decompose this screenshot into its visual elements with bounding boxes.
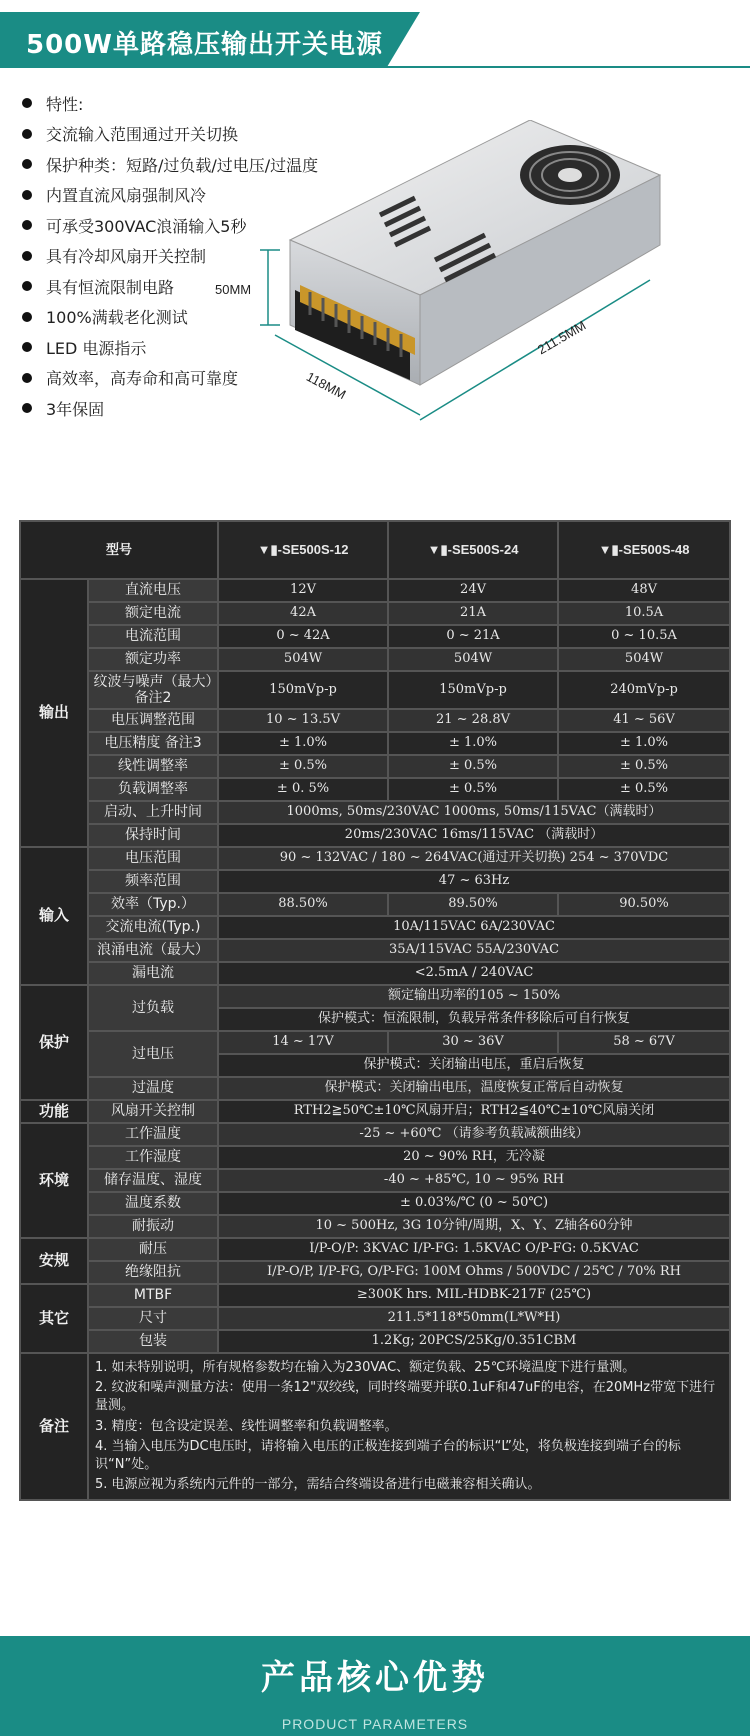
cell: 504W xyxy=(388,648,558,671)
cell: I/P-O/P: 3KVAC I/P-FG: 1.5KVAC O/P-FG: 0.5KVAC xyxy=(218,1238,730,1261)
cell: 58 ~ 67V xyxy=(558,1031,730,1054)
cell: 35A/115VAC 55A/230VAC xyxy=(218,939,730,962)
note-item: 3. 精度：包含设定误差、线性调整率和负载调整率。 xyxy=(95,1418,398,1434)
cell: ± 0.5% xyxy=(558,755,730,778)
table-row xyxy=(20,602,730,625)
table-row xyxy=(20,824,730,847)
cell: ± 1.0% xyxy=(218,732,388,755)
bullet-icon xyxy=(22,129,32,139)
row-label: 电压调整范围 xyxy=(88,709,218,732)
title-underline xyxy=(0,66,750,68)
bullet-icon xyxy=(22,281,32,291)
row-label: 交流电流(Typ.) xyxy=(88,916,218,939)
cell: 1000ms, 50ms/230VAC 1000ms, 50ms/115VAC（满载时） xyxy=(218,801,730,824)
cell: 12V xyxy=(218,579,388,602)
cell: 240mVp-p xyxy=(558,671,730,709)
cell: -25 ~ +60℃ （请参考负载减额曲线） xyxy=(218,1123,730,1146)
dim-height-label: 50MM xyxy=(215,282,252,297)
bullet-icon xyxy=(22,190,32,200)
dim-length-label: 211.5MM xyxy=(534,317,589,358)
table-header-row xyxy=(20,521,730,579)
table-row xyxy=(20,625,730,648)
table-row xyxy=(20,1100,730,1123)
table-row xyxy=(20,1123,730,1146)
bullet-icon xyxy=(22,342,32,352)
table-row xyxy=(20,916,730,939)
row-label: 工作湿度 xyxy=(88,1146,218,1169)
cell: 30 ~ 36V xyxy=(388,1031,558,1054)
cell: ± 0.03%/℃ (0 ~ 50℃) xyxy=(218,1192,730,1215)
cell: -40 ~ +85℃, 10 ~ 95% RH xyxy=(218,1169,730,1192)
cell: 10A/115VAC 6A/230VAC xyxy=(218,916,730,939)
cell: 21A xyxy=(388,602,558,625)
group-notes: 备注 xyxy=(20,1353,88,1500)
row-label: 负载调整率 xyxy=(88,778,218,801)
cell: ± 0. 5% xyxy=(218,778,388,801)
cell: 48V xyxy=(558,579,730,602)
feature-item: LED 电源指示 xyxy=(22,332,318,363)
note-item: 5. 电源应视为系统内元件的一部分，需结合终端设备进行电磁兼容相关确认。 xyxy=(95,1477,541,1493)
table-row xyxy=(20,1031,730,1054)
row-label: 工作温度 xyxy=(88,1123,218,1146)
table-row xyxy=(20,1192,730,1215)
row-label: 保持时间 xyxy=(88,824,218,847)
cell: 额定输出功率的105 ~ 150% xyxy=(218,985,730,1008)
row-label: 风扇开关控制 xyxy=(88,1100,218,1123)
cell: 10 ~ 500Hz, 3G 10分钟/周期，X、Y、Z轴各60分钟 xyxy=(218,1215,730,1238)
cell: ± 0.5% xyxy=(388,755,558,778)
cell: 504W xyxy=(218,648,388,671)
spec-table xyxy=(19,520,731,1501)
table-row xyxy=(20,801,730,824)
cell: 21 ~ 28.8V xyxy=(388,709,558,732)
row-label: 电压精度 备注3 xyxy=(88,732,218,755)
group-input: 输入 xyxy=(20,847,88,985)
feature-item: 高效率，高寿命和高可靠度 xyxy=(22,363,318,394)
row-label: 过电压 xyxy=(88,1031,218,1077)
cell: 0 ~ 42A xyxy=(218,625,388,648)
table-row xyxy=(20,778,730,801)
cell: 150mVp-p xyxy=(218,671,388,709)
bullet-icon xyxy=(22,251,32,261)
power-supply-illustration xyxy=(230,120,750,490)
row-label: 频率范围 xyxy=(88,870,218,893)
table-row xyxy=(20,1261,730,1284)
cell: 150mVp-p xyxy=(388,671,558,709)
row-label: 尺寸 xyxy=(88,1307,218,1330)
feature-item: 交流输入范围通过开关切换 xyxy=(22,119,318,150)
advantages-title: 产品核心优势 xyxy=(261,1658,489,1698)
cell: 90.50% xyxy=(558,893,730,916)
row-label: 额定功率 xyxy=(88,648,218,671)
row-label: 过温度 xyxy=(88,1077,218,1100)
row-label: 启动、上升时间 xyxy=(88,801,218,824)
cell: 保护模式：关闭输出电压，重启后恢复 xyxy=(218,1054,730,1077)
power-supply-image xyxy=(215,120,750,490)
feature-item: 3年保固 xyxy=(22,393,318,424)
cell: 42A xyxy=(218,602,388,625)
table-row xyxy=(20,1146,730,1169)
row-label: 电流范围 xyxy=(88,625,218,648)
row-label: 温度系数 xyxy=(88,1192,218,1215)
table-row xyxy=(20,709,730,732)
row-label: 耐压 xyxy=(88,1238,218,1261)
bullet-icon xyxy=(22,159,32,169)
table-row xyxy=(20,1307,730,1330)
row-label: 纹波与噪声（最大）备注2 xyxy=(88,671,218,709)
row-label: 效率（Typ.） xyxy=(88,893,218,916)
cell: RTH2≧50℃±10℃风扇开启；RTH2≦40℃±10℃风扇关闭 xyxy=(218,1100,730,1123)
cell: I/P-O/P, I/P-FG, O/P-FG: 100M Ohms / 500VDC / 25℃ / 70% RH xyxy=(218,1261,730,1284)
table-row xyxy=(20,1077,730,1100)
row-label: 漏电流 xyxy=(88,962,218,985)
bullet-icon xyxy=(22,220,32,230)
table-row xyxy=(20,1169,730,1192)
feature-item: 内置直流风扇强制风冷 xyxy=(22,180,318,211)
cell: ± 0.5% xyxy=(218,755,388,778)
dim-width-label: 118MM xyxy=(303,368,349,403)
cell: 89.50% xyxy=(388,893,558,916)
feature-item: 保护种类：短路/过负载/过电压/过温度 xyxy=(22,149,318,180)
cell: 0 ~ 21A xyxy=(388,625,558,648)
cell: 20ms/230VAC 16ms/115VAC （满载时） xyxy=(218,824,730,847)
table-row xyxy=(20,1215,730,1238)
cell: 10 ~ 13.5V xyxy=(218,709,388,732)
table-row xyxy=(20,732,730,755)
cell: 47 ~ 63Hz xyxy=(218,870,730,893)
model-48: ▼▮-SE500S-48 xyxy=(558,521,730,579)
table-row xyxy=(20,579,730,602)
cell: 211.5*118*50mm(L*W*H) xyxy=(218,1307,730,1330)
table-row xyxy=(20,847,730,870)
group-output: 输出 xyxy=(20,579,88,847)
cell: 24V xyxy=(388,579,558,602)
cell: 90 ~ 132VAC / 180 ~ 264VAC(通过开关切换) 254 ~ 370VDC xyxy=(218,847,730,870)
cell: ≥300K hrs. MIL-HDBK-217F (25℃) xyxy=(218,1284,730,1307)
cell: 保护模式：关闭输出电压，温度恢复正常后自动恢复 xyxy=(218,1077,730,1100)
table-row xyxy=(20,893,730,916)
notes-cell xyxy=(88,1353,730,1500)
row-label: 线性调整率 xyxy=(88,755,218,778)
table-row xyxy=(20,1238,730,1261)
row-label: 过负载 xyxy=(88,985,218,1031)
table-row xyxy=(20,962,730,985)
table-row xyxy=(20,870,730,893)
cell: ± 1.0% xyxy=(558,732,730,755)
bullet-icon xyxy=(22,373,32,383)
row-label: 包装 xyxy=(88,1330,218,1353)
cell: 1.2Kg; 20PCS/25Kg/0.351CBM xyxy=(218,1330,730,1353)
group-other: 其它 xyxy=(20,1284,88,1353)
fan-grille-icon xyxy=(520,145,620,205)
row-label: 浪涌电流（最大） xyxy=(88,939,218,962)
cell: 14 ~ 17V xyxy=(218,1031,388,1054)
page-title: 500W单路稳压输出开关电源 xyxy=(26,30,383,60)
row-label: 绝缘阻抗 xyxy=(88,1261,218,1284)
bullet-icon xyxy=(22,312,32,322)
cell: ± 0.5% xyxy=(558,778,730,801)
table-row xyxy=(20,671,730,709)
group-safety: 安规 xyxy=(20,1238,88,1284)
advantages-subtitle: PRODUCT PARAMETERS xyxy=(281,1716,469,1732)
cell: <2.5mA / 240VAC xyxy=(218,962,730,985)
row-label: MTBF xyxy=(88,1284,218,1307)
bullet-icon xyxy=(22,98,32,108)
group-env: 环境 xyxy=(20,1123,88,1238)
model-12: ▼▮-SE500S-12 xyxy=(218,521,388,579)
feature-item: 具有冷却风扇开关控制 xyxy=(22,241,318,272)
row-label: 直流电压 xyxy=(88,579,218,602)
bullet-icon xyxy=(22,403,32,413)
model-label: 型号 xyxy=(20,521,218,579)
row-label: 耐振动 xyxy=(88,1215,218,1238)
note-item: 2. 纹波和噪声测量方法：使用一条12"双绞线，同时终端要并联0.1uF和47uF的电容，在20MHz带宽下进行量测。 xyxy=(95,1380,716,1414)
features-heading: 特性: xyxy=(22,88,318,119)
table-row xyxy=(20,1284,730,1307)
cell: 10.5A xyxy=(558,602,730,625)
feature-item: 100%满载老化测试 xyxy=(22,302,318,333)
cell: 20 ~ 90% RH，无冷凝 xyxy=(218,1146,730,1169)
note-item: 4. 当输入电压为DC电压时，请将输入电压的正极连接到端子台的标识“L”处，将负极连接到端子台的标识“N”处。 xyxy=(95,1438,681,1472)
table-row xyxy=(20,985,730,1008)
cell: 0 ~ 10.5A xyxy=(558,625,730,648)
note-item: 1. 如未特别说明，所有规格参数均在输入为230VAC、额定负载、25℃环境温度下进行量测。 xyxy=(95,1360,636,1375)
feature-item: 可承受300VAC浪涌输入5秒 xyxy=(22,210,318,241)
group-function: 功能 xyxy=(20,1100,88,1123)
model-24: ▼▮-SE500S-24 xyxy=(388,521,558,579)
table-row xyxy=(20,648,730,671)
table-row xyxy=(20,939,730,962)
cell: ± 1.0% xyxy=(388,732,558,755)
group-protect: 保护 xyxy=(20,985,88,1100)
feature-item: 具有恒流限制电路 xyxy=(22,271,318,302)
table-row xyxy=(20,755,730,778)
cell: 41 ~ 56V xyxy=(558,709,730,732)
row-label: 储存温度、湿度 xyxy=(88,1169,218,1192)
table-row xyxy=(20,1353,730,1500)
cell: ± 0.5% xyxy=(388,778,558,801)
cell: 保护模式：恒流限制，负载异常条件移除后可自行恢复 xyxy=(218,1008,730,1031)
table-row xyxy=(20,1330,730,1353)
row-label: 电压范围 xyxy=(88,847,218,870)
cell: 504W xyxy=(558,648,730,671)
cell: 88.50% xyxy=(218,893,388,916)
row-label: 额定电流 xyxy=(88,602,218,625)
